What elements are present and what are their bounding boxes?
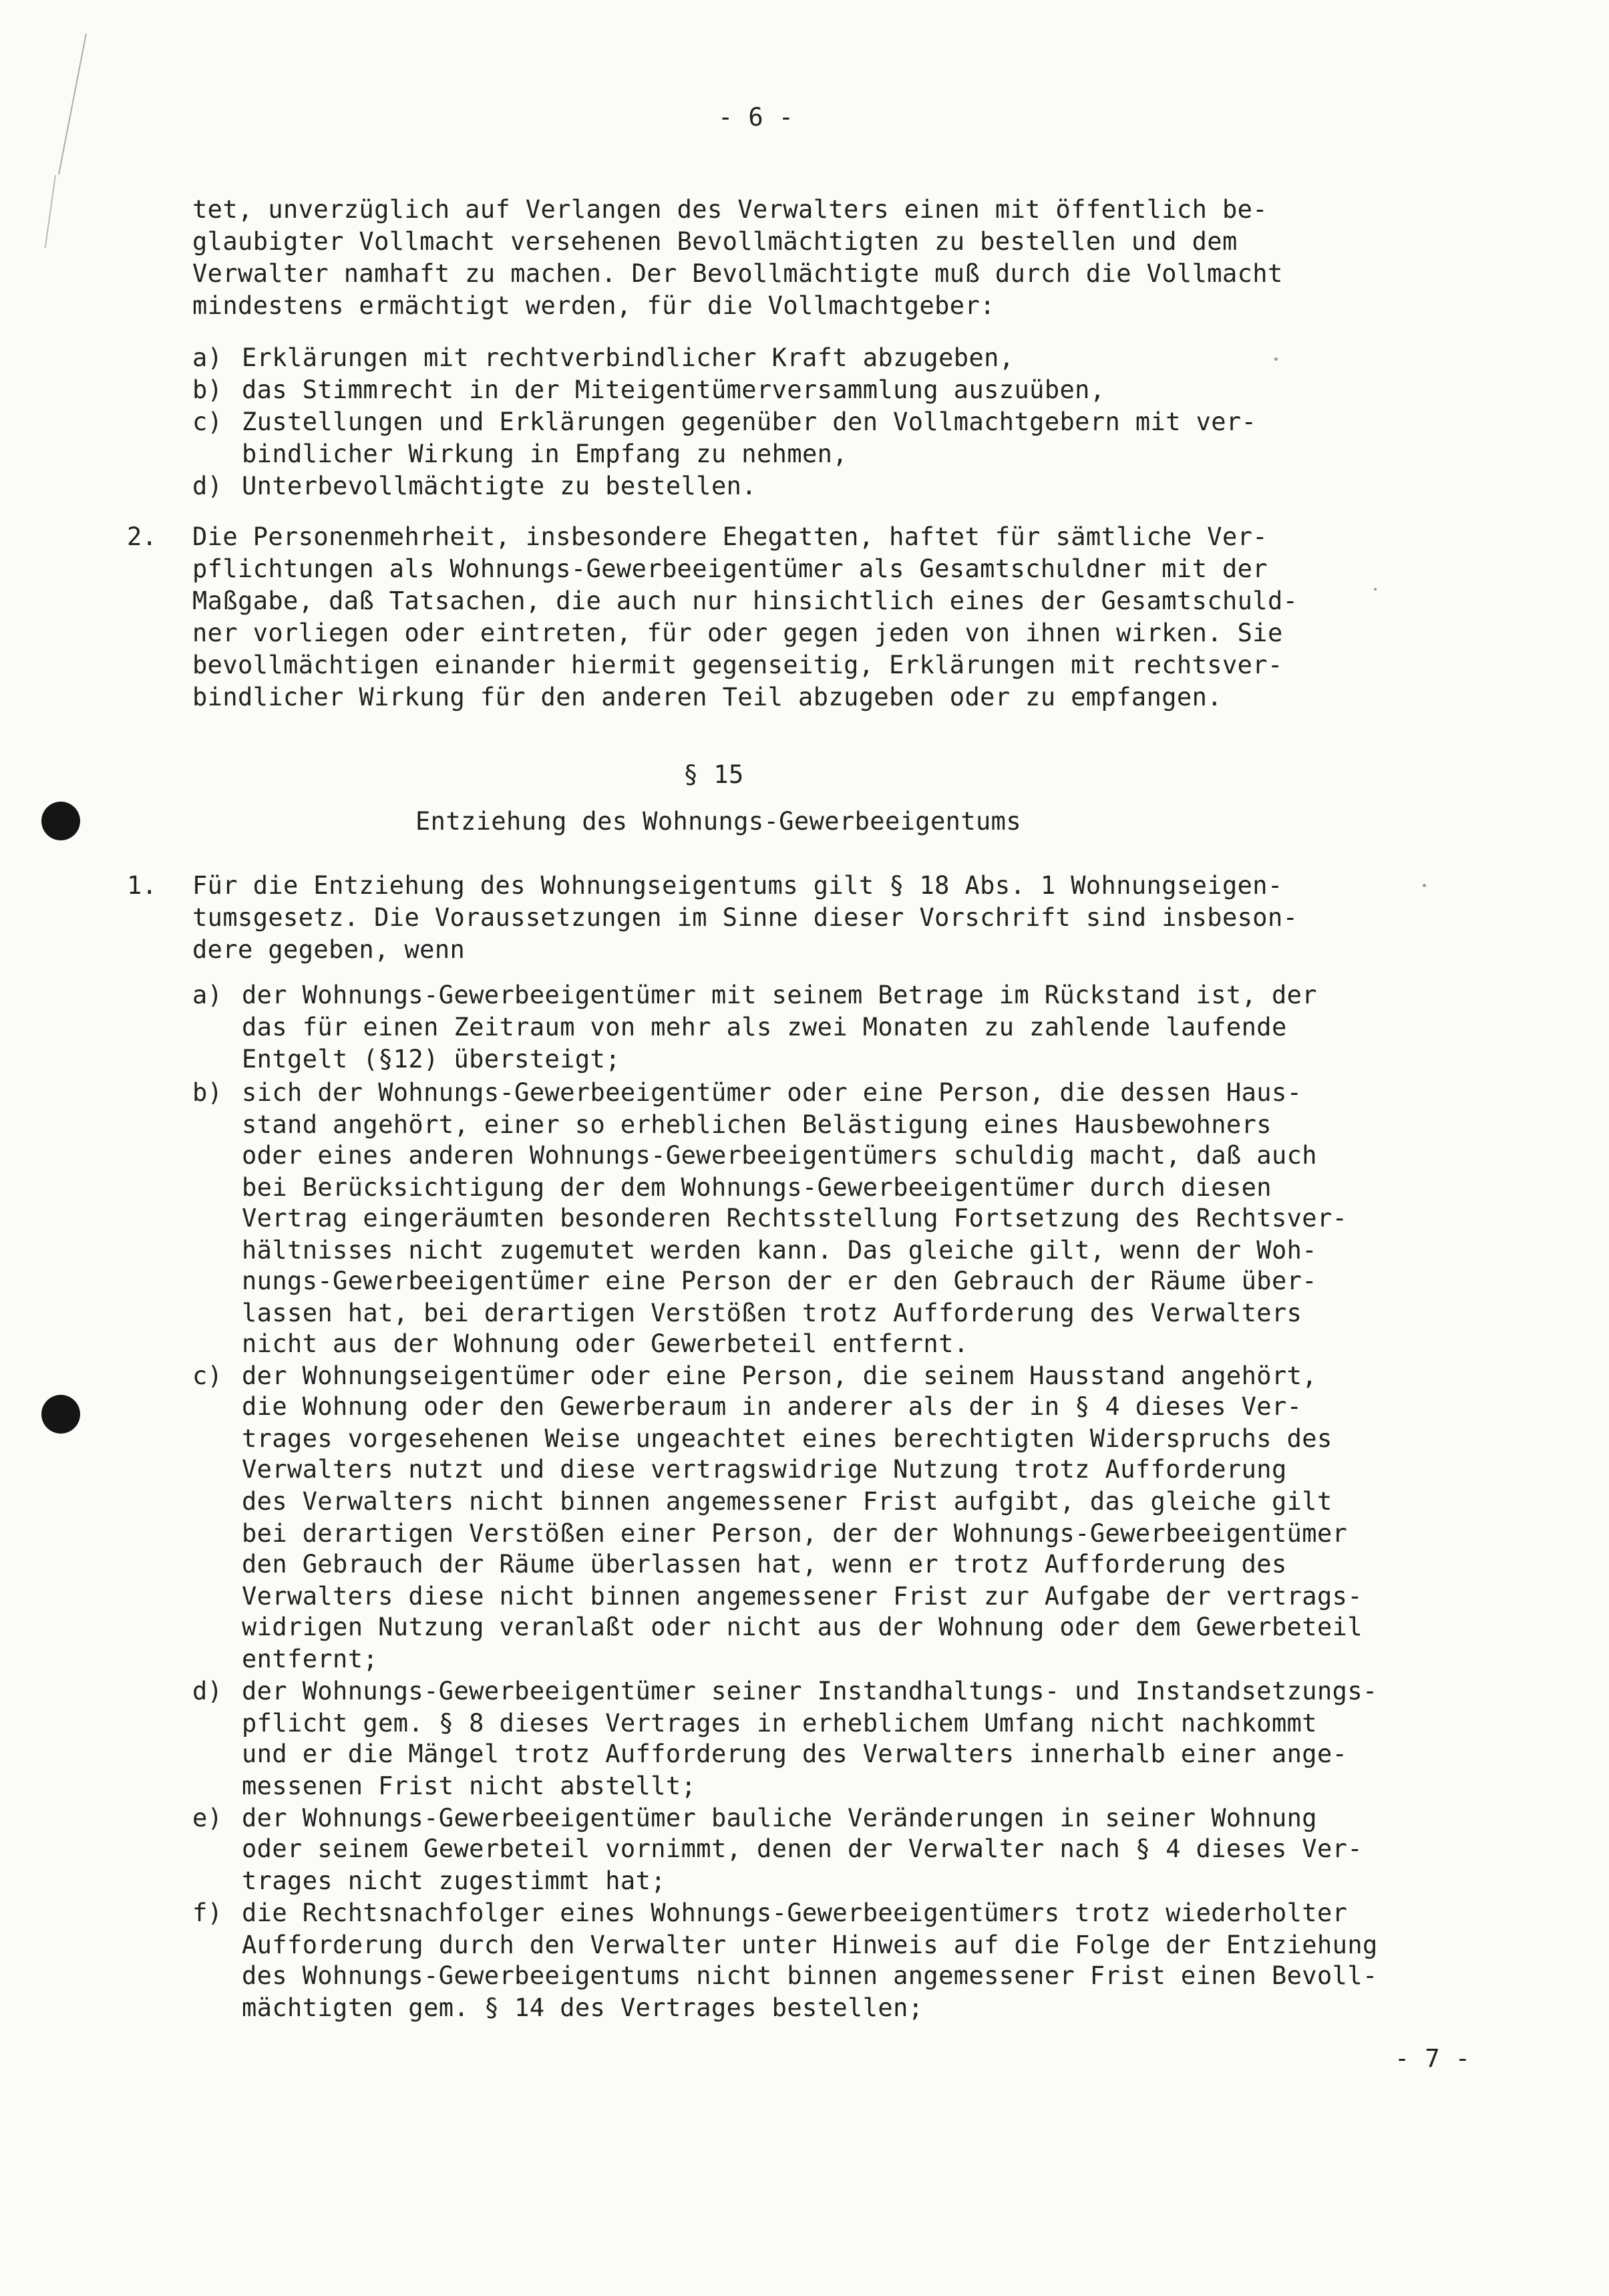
list-marker: e) <box>192 1804 223 1832</box>
list-item-text: des Wohnungs-Gewerbeeigentums nicht binnen angemessener Frist einen Bevoll- <box>242 1961 1378 1990</box>
list-marker: d) <box>192 472 223 500</box>
clause-number: 2. <box>127 522 158 551</box>
list-item-text: Verwalters diese nicht binnen angemessener Frist zur Aufgabe der vertrags- <box>242 1582 1363 1611</box>
list-item-text: bei Berücksichtigung der dem Wohnungs-Gewerbeeigentümer durch diesen <box>242 1173 1272 1202</box>
continuation-line: glaubigter Vollmacht versehenen Bevollmächtigten zu bestellen und dem <box>192 227 1238 256</box>
list-item-text: bei derartigen Verstößen einer Person, der der Wohnungs-Gewerbeeigentümer <box>242 1519 1348 1548</box>
list-item-text: Verwalters nutzt und diese vertragswidrige Nutzung trotz Aufforderung <box>242 1455 1287 1484</box>
scan-speck <box>1423 884 1426 887</box>
list-item-text: den Gebrauch der Räume überlassen hat, wenn er trotz Aufforderung des <box>242 1550 1287 1579</box>
list-item-text: Entgelt (§12) übersteigt; <box>242 1045 620 1074</box>
page-number: - 6 - <box>718 103 794 132</box>
clause-number: 1. <box>127 871 158 900</box>
list-marker: f) <box>192 1899 223 1927</box>
punch-hole <box>41 802 80 840</box>
continuation-line: tet, unverzüglich auf Verlangen des Verwalters einen mit öffentlich be- <box>192 195 1268 224</box>
list-marker: c) <box>192 407 223 436</box>
clause-line: pflichtungen als Wohnungs-Gewerbeeigentümer als Gesamtschuldner mit der <box>192 554 1268 583</box>
list-item-text: oder eines anderen Wohnungs-Gewerbeeigentümers schuldig macht, daß auch <box>242 1141 1317 1170</box>
list-item-text: trages nicht zugestimmt hat; <box>242 1866 666 1895</box>
list-item-text: Aufforderung durch den Verwalter unter Hinweis auf die Folge der Entziehung <box>242 1931 1378 1959</box>
list-item-text: die Wohnung oder den Gewerberaum in anderer als der in § 4 dieses Ver- <box>242 1392 1302 1421</box>
list-item-text: der Wohnungs-Gewerbeeigentümer seiner Instandhaltungs- und Instandsetzungs- <box>242 1677 1378 1705</box>
list-item-text: pflicht gem. § 8 dieses Vertrages in erheblichem Umfang nicht nachkommt <box>242 1709 1317 1738</box>
list-item-text: lassen hat, bei derartigen Verstößen trotz Aufforderung des Verwalters <box>242 1299 1302 1327</box>
list-item-text: Erklärungen mit rechtverbindlicher Kraft abzugeben, <box>242 343 1015 372</box>
list-marker: b) <box>192 375 223 404</box>
list-item-text: die Rechtsnachfolger eines Wohnungs-Gewerbeeigentümers trotz wiederholter <box>242 1899 1348 1927</box>
list-item-text: hältnisses nicht zugemutet werden kann. Das gleiche gilt, wenn der Woh- <box>242 1236 1317 1265</box>
margin-pencil-line <box>58 33 87 174</box>
clause-line: bevollmächtigen einander hiermit gegenseitig, Erklärungen mit rechtsver- <box>192 651 1283 679</box>
list-item-text: des Verwalters nicht binnen angemessener Frist aufgibt, das gleiche gilt <box>242 1487 1332 1516</box>
next-page-marker: - 7 - <box>1395 2044 1471 2073</box>
list-item-text: das für einen Zeitraum von mehr als zwei Monaten zu zahlende laufende <box>242 1013 1287 1041</box>
list-marker: a) <box>192 981 223 1009</box>
list-marker: b) <box>192 1078 223 1107</box>
list-item-text: Unterbevollmächtigte zu bestellen. <box>242 472 757 500</box>
list-item-text: mächtigten gem. § 14 des Vertrages bestellen; <box>242 1993 924 2022</box>
list-marker: d) <box>192 1677 223 1705</box>
list-item-text: Zustellungen und Erklärungen gegenüber den Vollmachtgebern mit ver- <box>242 407 1257 436</box>
list-marker: a) <box>192 343 223 372</box>
clause-line: Maßgabe, daß Tatsachen, die auch nur hinsichtlich eines der Gesamtschuld- <box>192 587 1298 615</box>
margin-pencil-line <box>45 175 56 248</box>
clause-line: ner vorliegen oder eintreten, für oder gegen jeden von ihnen wirken. Sie <box>192 619 1283 647</box>
list-item-text: nungs-Gewerbeeigentümer eine Person der er den Gebrauch der Räume über- <box>242 1267 1317 1295</box>
clause-line: bindlicher Wirkung für den anderen Teil abzugeben oder zu empfangen. <box>192 683 1222 711</box>
scan-speck <box>1374 588 1377 591</box>
continuation-line: Verwalter namhaft zu machen. Der Bevollmächtigte muß durch die Vollmacht <box>192 259 1283 288</box>
list-item-text: das Stimmrecht in der Miteigentümerversammlung auszuüben, <box>242 375 1105 404</box>
list-item-text: der Wohnungs-Gewerbeeigentümer mit seinem Betrage im Rückstand ist, der <box>242 981 1317 1009</box>
list-item-text: sich der Wohnungs-Gewerbeeigentümer oder eine Person, die dessen Haus- <box>242 1078 1302 1107</box>
list-item-text: Vertrag eingeräumten besonderen Rechtsstellung Fortsetzung des Rechtsver- <box>242 1204 1348 1233</box>
list-item-text: stand angehört, einer so erheblichen Belästigung eines Hausbewohners <box>242 1110 1272 1139</box>
clause-line: tumsgesetz. Die Voraussetzungen im Sinne dieser Vorschrift sind insbeson- <box>192 903 1298 932</box>
continuation-line: mindestens ermächtigt werden, für die Vollmachtgeber: <box>192 291 995 320</box>
list-item-text: nicht aus der Wohnung oder Gewerbeteil entfernt. <box>242 1329 969 1358</box>
clause-line: Für die Entziehung des Wohnungseigentums gilt § 18 Abs. 1 Wohnungseigen- <box>192 871 1283 900</box>
list-marker: c) <box>192 1361 223 1390</box>
list-item-text: entfernt; <box>242 1645 379 1673</box>
section-title: Entziehung des Wohnungs-Gewerbeeigentums <box>415 807 1022 836</box>
list-item-text: oder seinem Gewerbeteil vornimmt, denen der Verwalter nach § 4 dieses Ver- <box>242 1834 1363 1863</box>
scan-speck <box>1274 357 1278 361</box>
punch-hole <box>41 1395 80 1434</box>
list-item-text: trages vorgesehenen Weise ungeachtet eines berechtigten Widerspruchs des <box>242 1424 1332 1453</box>
list-item-text: widrigen Nutzung veranlaßt oder nicht aus der Wohnung oder dem Gewerbeteil <box>242 1613 1363 1641</box>
list-item-text: der Wohnungs-Gewerbeeigentümer bauliche Veränderungen in seiner Wohnung <box>242 1804 1317 1832</box>
clause-line: dere gegeben, wenn <box>192 935 466 964</box>
list-item-text: bindlicher Wirkung in Empfang zu nehmen, <box>242 440 848 468</box>
list-item-text: messenen Frist nicht abstellt; <box>242 1772 697 1800</box>
clause-line: Die Personenmehrheit, insbesondere Ehegatten, haftet für sämtliche Ver- <box>192 522 1268 551</box>
list-item-text: der Wohnungseigentümer oder eine Person, die seinem Hausstand angehört, <box>242 1361 1317 1390</box>
list-item-text: und er die Mängel trotz Aufforderung des Verwalters innerhalb einer ange- <box>242 1740 1348 1768</box>
section-number: § 15 <box>683 760 744 789</box>
